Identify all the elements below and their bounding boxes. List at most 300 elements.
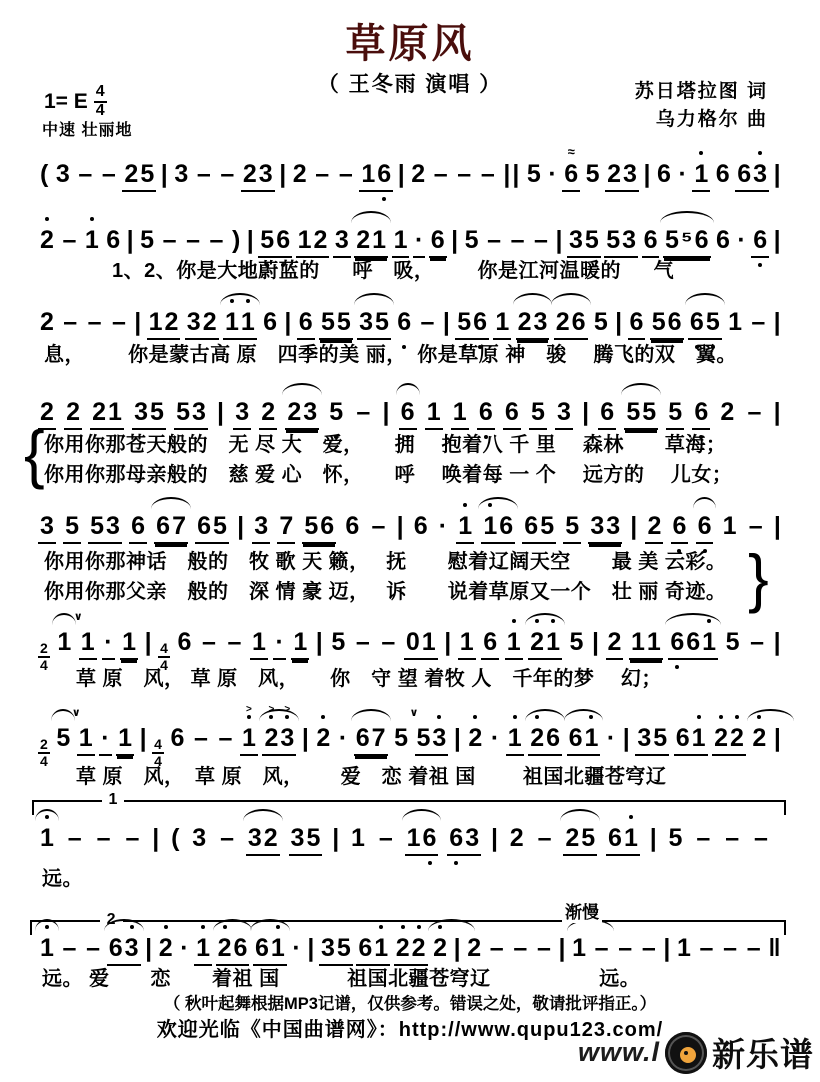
note-token: [409, 707, 449, 756]
note-token: [319, 308, 353, 340]
octave-dot-high: [321, 715, 325, 719]
duration-dash: [531, 226, 551, 255]
note-token: [529, 398, 547, 430]
duration-dash: [751, 824, 771, 853]
note-glyph: 3: [623, 160, 637, 188]
note-glyph: 1: [495, 308, 510, 336]
note-glyph: 5: [653, 724, 668, 752]
note-glyph: 6: [255, 934, 269, 962]
note-token: [628, 308, 646, 340]
duration-dash: [454, 160, 474, 189]
time-signature: [38, 737, 50, 768]
note-glyph: 2: [292, 160, 307, 188]
note-token: [567, 724, 601, 756]
duration-dash: [122, 824, 142, 853]
note-token: [38, 512, 56, 544]
note-glyph: ·: [414, 226, 424, 254]
note-glyph: 6: [108, 934, 123, 962]
slur-arc: [685, 293, 725, 305]
note-glyph: 1: [373, 934, 389, 963]
ts-denominator: 4: [40, 656, 48, 673]
note-token: [71, 707, 95, 756]
note-glyph: 5: [150, 398, 164, 426]
note-token: [83, 226, 101, 255]
note-glyph: 1: [122, 628, 137, 656]
note-token: [528, 724, 562, 756]
note-glyph: 5: [565, 512, 580, 540]
note-glyph: 6: [197, 512, 212, 540]
note-token: [563, 512, 581, 544]
note-glyph: –: [220, 160, 235, 188]
note-token: [261, 308, 279, 337]
note-glyph: 6: [320, 512, 335, 540]
note-glyph: 1: [728, 308, 742, 336]
parenthesis: [230, 226, 242, 255]
verse-brace-right: }: [748, 542, 769, 615]
note-token: [404, 628, 438, 660]
note-glyph: 2: [356, 226, 371, 254]
duration-dash: [368, 512, 388, 541]
note-glyph: 7: [172, 512, 186, 540]
record-hole: [684, 1051, 688, 1055]
note-glyph: 6: [355, 724, 370, 752]
note-glyph: 6: [693, 398, 709, 427]
record-label: [678, 1045, 698, 1065]
key-signature: [44, 84, 107, 120]
note-glyph: –: [381, 628, 396, 656]
slur-arc: [220, 293, 260, 305]
duration-dash: [224, 628, 244, 657]
duration-dash: [336, 160, 356, 189]
note-glyph: (: [40, 160, 49, 188]
note-glyph: 7: [279, 512, 294, 540]
note-glyph: –: [220, 824, 234, 852]
note-token: [252, 512, 270, 544]
augmentation-dot: [337, 724, 349, 753]
barline: |: [284, 308, 292, 336]
note-glyph: 6: [376, 160, 392, 189]
note-glyph: 1: [691, 724, 707, 753]
breath-mark: ∨: [71, 707, 81, 719]
note-glyph: 5: [140, 160, 155, 188]
barline: |: [615, 308, 623, 336]
note-token: [451, 398, 469, 430]
note-glyph: 6: [524, 512, 539, 540]
barline: |: [139, 724, 147, 752]
note-token: [503, 398, 521, 430]
note-token: [174, 398, 208, 430]
note-glyph: 6: [697, 512, 713, 541]
octave-dot-high: [697, 715, 701, 719]
note-glyph: 1: [57, 628, 72, 656]
note-glyph: 6: [483, 628, 498, 656]
note-token: [655, 160, 673, 189]
note-glyph: ·: [338, 724, 348, 752]
note-token: [750, 724, 768, 753]
note-glyph: 3: [40, 512, 54, 540]
note-glyph: –: [209, 226, 224, 254]
note-token: [606, 628, 624, 660]
note-glyph: 1: [646, 628, 661, 656]
note-glyph: 3: [174, 160, 189, 188]
duration-dash: [75, 160, 95, 189]
octave-dot-high: [758, 151, 762, 155]
duration-dash: [215, 724, 235, 753]
note-token: [277, 512, 295, 544]
note-glyph: 3: [186, 308, 201, 336]
octave-dot-high: [130, 925, 134, 929]
note-glyph: –: [420, 308, 435, 336]
note-token: [598, 398, 616, 430]
barline: |: [649, 824, 657, 852]
note-glyph: 5: [668, 398, 683, 426]
slur-arc: [282, 383, 322, 395]
slur-arc: [396, 383, 420, 395]
barline: |: [663, 934, 671, 962]
note-token: [175, 628, 193, 657]
note-token: [116, 724, 134, 756]
note-glyph: 5: [584, 226, 599, 254]
barline: |: [643, 160, 651, 188]
note-glyph: –: [86, 934, 101, 962]
note-glyph: 1: [118, 724, 133, 752]
note-glyph: –: [754, 824, 768, 852]
note-glyph: 6: [499, 512, 514, 540]
note-glyph: 2: [467, 934, 482, 962]
site-link[interactable]: 欢迎光临《中国曲谱网》：http://www.qupu123.com/: [156, 1019, 664, 1041]
lyric-line: 你用你那苍天般的 无 尽 大 爱， 拥 抱着八 千 里 森林 草海；: [44, 434, 727, 456]
slur-arc: [621, 383, 661, 395]
lyric-line: 草 原 风， 草 原 风， 爱 恋 着祖 国 祖国北疆苍穹辽: [76, 766, 667, 788]
duration-dash: [191, 724, 211, 753]
octave-dot-high: [401, 925, 405, 929]
note-glyph: 2: [647, 512, 662, 540]
note-token: [712, 724, 746, 756]
note-glyph: 2 >: [264, 704, 279, 752]
ts-numerator: 4: [154, 736, 162, 752]
note-glyph: 5: [65, 512, 79, 540]
note-glyph: –: [696, 824, 711, 852]
note-glyph: 2: [40, 398, 54, 426]
note-token: [314, 724, 332, 753]
note-token: [605, 160, 639, 192]
note-glyph: –: [723, 934, 738, 962]
note-glyph: –: [62, 226, 77, 254]
note-token: [726, 308, 744, 337]
note-glyph: 2: [92, 398, 107, 426]
note-glyph: 6: [170, 724, 185, 752]
note-token: [240, 704, 258, 756]
note-glyph: 6: [546, 724, 561, 752]
parenthesis: [169, 824, 181, 853]
note-glyph: 1: [351, 824, 365, 852]
note-glyph: 6: [263, 308, 277, 336]
duration-dash: [217, 824, 237, 853]
duration-dash: [418, 308, 438, 337]
note-token: [297, 308, 315, 340]
note-glyph: 3: [465, 824, 480, 852]
note-glyph: 5: [593, 308, 608, 336]
note-glyph: 6: [716, 226, 730, 254]
augmentation-dot: [489, 724, 501, 753]
watermark-url: www.l: [577, 1037, 660, 1067]
note-token: [522, 512, 556, 544]
note-token: [563, 824, 597, 856]
ts-denominator: 4: [40, 752, 48, 769]
slur-arc: [747, 709, 794, 721]
transcriber-note: （ 秋叶起舞根据MP3记谱，仅供参考。错误之处，敬请批评指正。）: [163, 995, 657, 1013]
note-token: [289, 824, 323, 856]
note-glyph: –: [125, 824, 140, 852]
note-token: [73, 611, 97, 660]
note-glyph: 3: [192, 824, 207, 852]
note-token: [667, 824, 685, 853]
note-glyph: 3: [557, 398, 571, 426]
note-token: [671, 512, 689, 544]
augmentation-dot: [735, 226, 747, 255]
octave-dot-high: [164, 925, 168, 929]
note-glyph: 5: [456, 308, 472, 337]
note-glyph: 6: [629, 308, 644, 336]
barline: |: [315, 628, 323, 656]
barline: |: [237, 512, 245, 540]
note-glyph: –: [750, 628, 764, 656]
note-glyph: –: [746, 934, 761, 962]
barline: |: [773, 398, 781, 426]
octave-dot-high: [719, 715, 723, 719]
duration-dash: [639, 934, 659, 963]
duration-dash: [746, 512, 766, 541]
note-glyph: 2: [40, 308, 54, 336]
note-glyph: 5: [705, 308, 721, 337]
note-token: [431, 934, 449, 963]
note-glyph: 3: [637, 724, 652, 752]
octave-dot-high: [699, 151, 703, 155]
note-token: [122, 160, 156, 192]
note-glyph: 1: [252, 628, 266, 656]
barline: |: [773, 724, 781, 752]
slur-arc: [551, 293, 591, 305]
note-glyph: 6: [752, 226, 768, 255]
note-token: [425, 398, 443, 430]
note-glyph: –: [748, 512, 763, 540]
note-glyph: –: [536, 934, 551, 962]
composer-credit: 乌力格尔 曲: [655, 109, 768, 130]
note-glyph: 1: [693, 160, 709, 189]
note-glyph: 6: [694, 226, 709, 254]
note-glyph: (: [171, 824, 180, 852]
barline: |: [397, 160, 405, 188]
note-token: [696, 512, 714, 544]
octave-dot-high: [512, 619, 516, 623]
duration-dash: [60, 934, 80, 963]
note-glyph: 1: [293, 628, 308, 656]
note-glyph: –: [111, 308, 126, 336]
note-glyph: 1: [78, 724, 93, 752]
slur-arc: [513, 293, 553, 305]
barline: |: [382, 398, 390, 426]
note-token: [501, 160, 521, 189]
note-token: [555, 398, 573, 430]
final-barline: ‖: [768, 934, 781, 962]
note-glyph: 1: [361, 160, 376, 188]
duration-dash: [160, 226, 180, 255]
note-glyph: 3: [258, 160, 273, 188]
accent-mark: >: [284, 704, 291, 715]
note-glyph: 6: [448, 824, 464, 853]
barline: |: [144, 628, 152, 656]
slur-arc: [351, 211, 391, 223]
note-glyph: 3: [55, 160, 70, 188]
barline: |: [453, 724, 461, 752]
note-glyph: 6: [571, 308, 586, 336]
meter-denominator: 4: [95, 101, 105, 119]
note-glyph: 5: [394, 724, 408, 752]
barline: |: [773, 160, 781, 188]
octave-dot-high: [247, 715, 251, 719]
note-glyph: ·: [678, 160, 687, 188]
octave-dot-low: [675, 665, 679, 669]
note-glyph: 6: [358, 934, 373, 962]
note-glyph: 5: [642, 398, 657, 426]
note-token: [38, 824, 56, 853]
note-glyph: 3: [431, 724, 447, 753]
note-token: [562, 144, 580, 192]
note-token: [751, 226, 769, 258]
duration-dash: [85, 308, 105, 337]
note-glyph: 3: [590, 512, 605, 540]
note-glyph: 1: [84, 226, 100, 255]
note-glyph: 1: [224, 308, 240, 337]
note-glyph: 2: [411, 160, 426, 188]
note-glyph: 2: [751, 724, 767, 753]
slur-arc: [354, 293, 394, 305]
note-token: [588, 512, 622, 544]
note-token: [195, 512, 229, 544]
note-token: [688, 308, 722, 340]
note-token: [241, 160, 275, 192]
vinyl-record-icon: [665, 1032, 707, 1074]
note-glyph: 5: [540, 512, 555, 540]
note-glyph: 6: [345, 512, 360, 540]
key-label: 1= E: [44, 89, 88, 113]
note-glyph: 1: [452, 398, 467, 426]
barline: |: [126, 226, 134, 254]
note-glyph: –: [480, 160, 495, 188]
note-glyph: 2: [313, 226, 328, 254]
note-glyph: 5: [176, 398, 190, 426]
note-glyph: 3: [124, 934, 140, 963]
music-system-4: [0, 398, 820, 430]
note-glyph: –: [87, 308, 102, 336]
note-glyph: –: [618, 934, 633, 962]
note-glyph: 6: [568, 724, 583, 752]
slur-arc: [52, 613, 76, 625]
barline: |: [773, 308, 781, 336]
slur-arc: [693, 497, 717, 509]
note-glyph: –: [162, 226, 177, 254]
lyric-line: 远。 爱 恋 着祖 国 祖国北疆苍穹辽 远。: [42, 968, 641, 990]
duration-dash: [615, 934, 635, 963]
note-glyph: 6: [715, 160, 730, 188]
lyricist-credit: 苏日塔拉图 词: [634, 81, 768, 102]
note-glyph: 2: [713, 724, 729, 753]
barline: |: [332, 824, 340, 852]
note-glyph: 6: [131, 512, 145, 540]
duration-dash: [693, 824, 713, 853]
note-glyph: 6: [672, 512, 688, 541]
lyric-line: 你用你那父亲 般的 深 情 豪 迈， 诉 说着草原又一个 壮 丽 奇迹。: [44, 581, 727, 603]
note-glyph: 2: [217, 934, 233, 963]
note-glyph: 1: [80, 628, 95, 656]
note-glyph: 5: [90, 512, 105, 540]
barline: |: [134, 308, 142, 336]
note-token: [409, 160, 427, 189]
note-token: [147, 308, 181, 340]
ts-numerator: 4: [160, 640, 168, 656]
duration-dash: [378, 628, 398, 657]
note-glyph: 1: [406, 824, 421, 852]
augmentation-dot: [437, 512, 449, 541]
octave-dot-high: [223, 925, 227, 929]
note-token: [138, 226, 156, 255]
note-token: [399, 398, 417, 430]
slur-arc: [151, 497, 191, 509]
note-glyph: –: [433, 160, 448, 188]
note-token: [327, 398, 345, 427]
note-token: [458, 628, 476, 660]
barline: |: [555, 226, 563, 254]
note-glyph: 2: [529, 628, 545, 657]
octave-dot-low: [382, 197, 386, 201]
barline: |: [217, 398, 225, 426]
note-glyph: 5: [585, 160, 600, 188]
duration-dash: [535, 824, 555, 853]
note-glyph: 6: [686, 628, 701, 656]
note-token: [250, 628, 268, 660]
note-token: [38, 934, 56, 963]
note-token: [735, 160, 769, 192]
note-glyph: 5: [725, 628, 740, 656]
note-glyph: 2: [720, 398, 735, 426]
note-glyph: ·: [737, 226, 746, 254]
lyric-line: 草 原 风， 草 原 风， 你 守 望 着牧 人 千年的梦 幻；: [76, 668, 662, 690]
note-token: [129, 512, 147, 544]
note-glyph: 5: [626, 398, 641, 426]
note-glyph: –: [338, 160, 353, 188]
barline: |: [145, 934, 153, 962]
note-glyph: 5: [464, 226, 479, 254]
note-glyph: 6: [298, 308, 313, 336]
note-glyph: –: [747, 398, 762, 426]
note-token: [692, 398, 710, 430]
note-glyph: 6: [106, 226, 121, 254]
note-token: [132, 398, 166, 430]
note-token: [624, 398, 658, 430]
note-glyph: 5: [331, 628, 346, 656]
barline: |: [773, 512, 781, 540]
barline: |: [558, 934, 566, 962]
performer-line: （ 王冬雨 演唱 ）: [317, 73, 503, 96]
lyric-line: 远。: [42, 868, 83, 890]
note-glyph: 5: [668, 824, 683, 852]
note-token: [692, 160, 710, 192]
note-glyph: 5: [213, 512, 227, 540]
note-glyph: 1: [372, 226, 387, 254]
note-glyph: ·: [490, 724, 500, 752]
note-glyph: 2: [124, 160, 139, 188]
note-glyph: 2: [529, 724, 545, 753]
